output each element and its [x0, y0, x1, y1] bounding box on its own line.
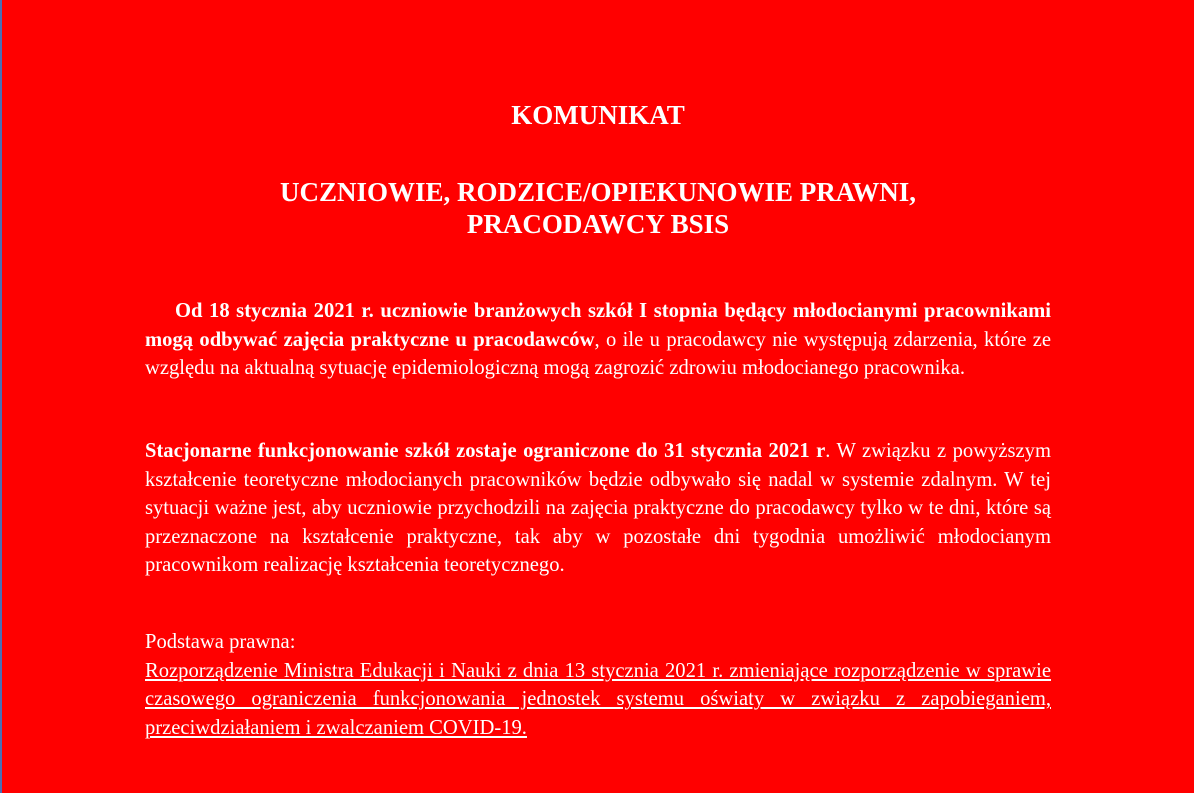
announcement-subtitle	[145, 176, 1051, 240]
legal-basis-link[interactable]: Rozporządzenie Ministra Edukacji i Nauki z dnia 13 stycznia 2021 r. zmieniające rozporządzenie w sprawie czasowego ograniczenia funkcjonowania jednostek systemu oświaty w związku z zapobieganiem, przeciwdziałaniem i zwalczaniem COVID-19.	[145, 659, 1051, 739]
paragraph-1-bold: Od 18 stycznia 2021 r. uczniowie branżowych szkół I stopnia będący młodocianymi pracownikami mogą odbywać zajęcia praktyczne u pracodawców	[145, 300, 1051, 351]
subtitle-line-2: PRACODAWCY BSIS	[466, 209, 730, 239]
subtitle-line-1: UCZNIOWIE, RODZICE/OPIEKUNOWIE PRAWNI,	[279, 177, 917, 207]
legal-basis	[145, 628, 1051, 742]
paragraph-practical-classes	[145, 297, 1051, 383]
legal-basis-label: Podstawa prawna:	[145, 631, 296, 653]
announcement-title: KOMUNIKAT	[511, 100, 685, 130]
paragraph-1-text: , o ile u pracodawcy nie występują zdarzenia, które ze względu na aktualną sytuację epidemiologiczną mogą zagrozić zdrowiu młodocianego pracownika.	[145, 328, 1052, 380]
paragraph-remote-learning	[145, 437, 1051, 580]
paragraph-2-bold: Stacjonarne funkcjonowanie szkół zostaje ograniczone do 31 stycznia 2021 r	[145, 440, 826, 462]
paragraph-2-text: . W związku z powyższym kształcenie teoretyczne młodocianych pracowników będzie odbywało się nadal w systemie zdalnym. W tej sytuacji ważne jest, aby uczniowie przychodzili na zajęcia praktyczne do pracodawcy tylko w te dni, które są przeznaczone na kształcenie praktyczne, tak aby w pozostałe dni tygodnia umożliwić młodocianym pracownikom realizację kształcenia teoretycznego.	[145, 440, 1051, 577]
left-frame-border	[0, 0, 2, 793]
